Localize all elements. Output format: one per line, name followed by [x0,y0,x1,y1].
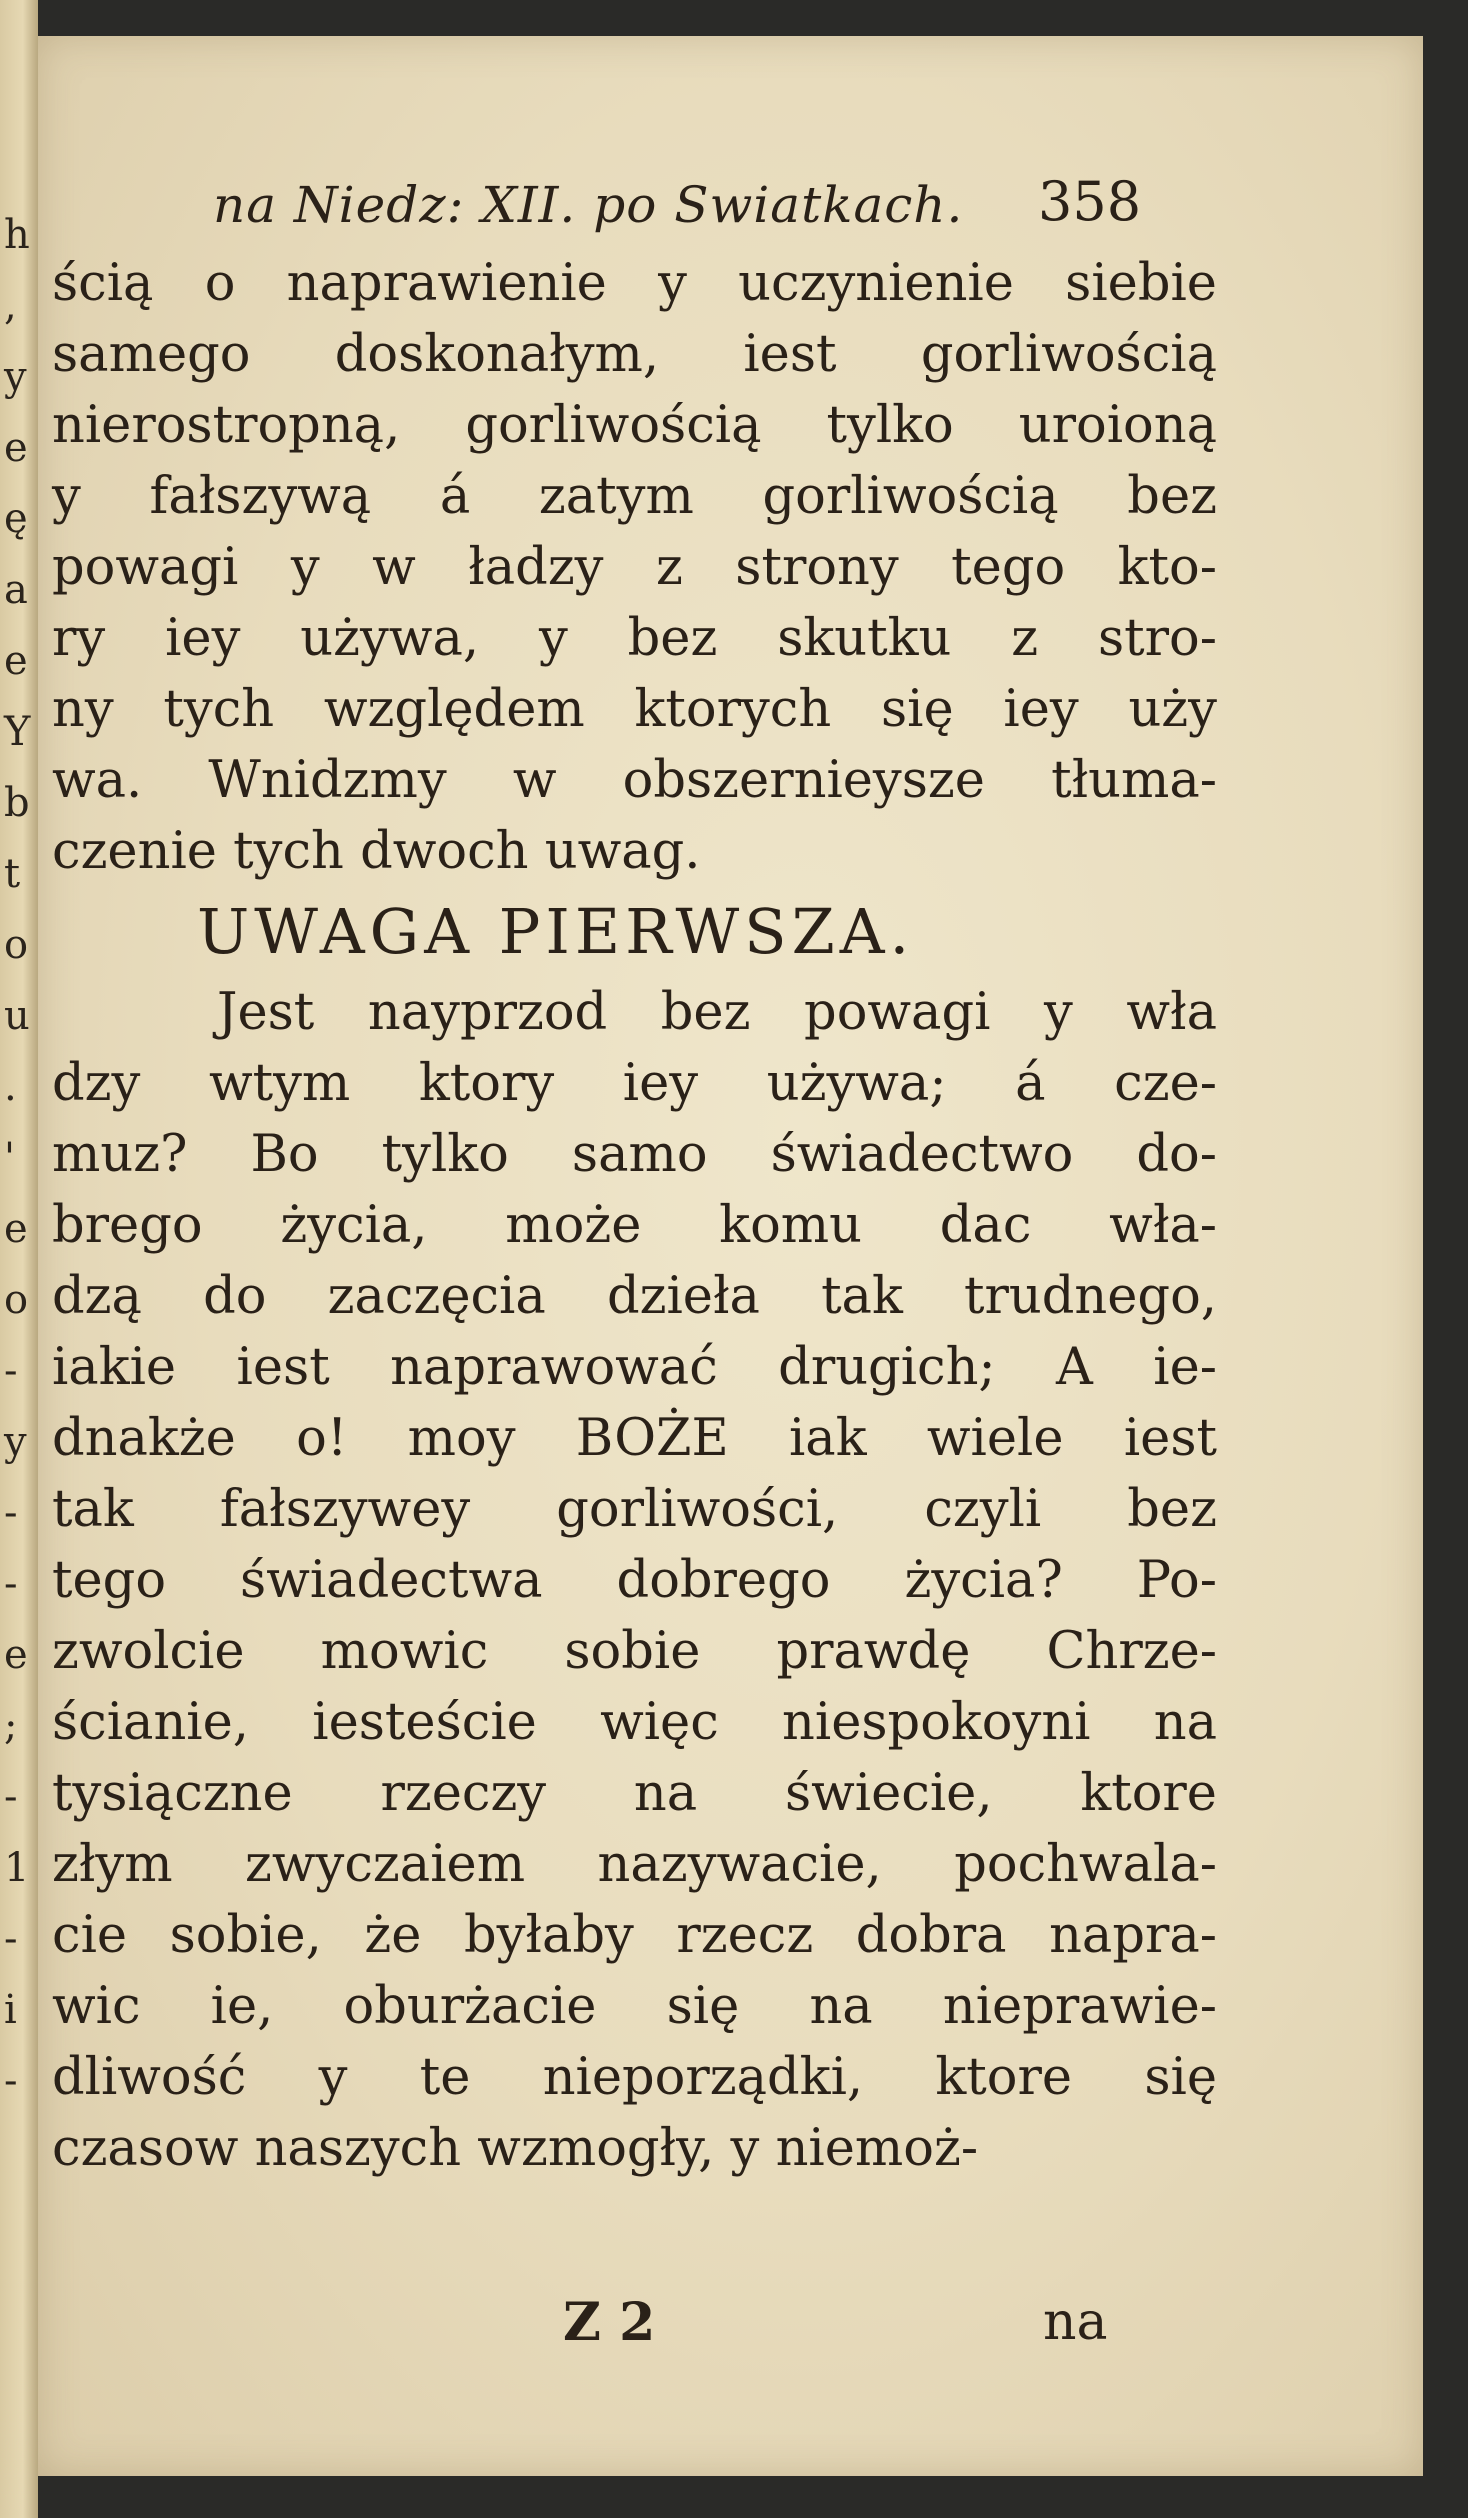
margin-fragment-char: y [4,1419,27,1465]
margin-fragment-char: - [4,1561,18,1607]
text-line: zwolcie mowic sobie prawdę Chrze- [52,1622,1217,1681]
text-line: samego doskonałym, iest gorliwością [52,325,1217,384]
page-footer [38,2292,1423,2372]
text-line: tego świadectwa dobrego życia? Po- [52,1551,1217,1610]
signature-mark: Z 2 [563,2292,656,2353]
margin-fragment-char: 1 [4,1845,30,1891]
margin-fragment-char: - [4,2058,18,2104]
paragraph-main [52,977,1217,2184]
section-title: UWAGA PIERWSZA. [197,895,915,968]
margin-fragment-char: - [4,1916,18,1962]
margin-fragment-char: ' [4,1135,15,1181]
margin-fragment-char: e [4,1206,28,1252]
text-line: muz? Bo tylko samo świadectwo do- [52,1125,1217,1184]
margin-fragment-char: - [4,1348,18,1394]
margin-fragment-char: h [4,212,30,258]
margin-fragment-char: a [4,567,28,613]
margin-fragment-char: t [4,851,21,897]
adjacent-page-edge [0,0,38,2518]
text-line: brego życia, może komu dac wła- [52,1196,1217,1255]
book-page [38,36,1423,2476]
text-line: y fałszywą á zatym gorliwością bez [52,467,1217,526]
margin-fragment-char: , [4,283,17,329]
text-line: tak fałszywey gorliwości, czyli bez [52,1480,1217,1539]
margin-fragment-char: ę [4,496,28,542]
text-line: tysiączne rzeczy na świecie, ktore [52,1764,1217,1823]
margin-fragment-char: o [4,922,29,968]
margin-fragment-char: - [4,1774,18,1820]
margin-fragment-char: ; [4,1703,18,1749]
text-line: dliwość y te nieporządki, ktore się [52,2048,1217,2107]
text-line: czenie tych dwoch uwag. [52,822,701,881]
text-line: ny tych względem ktorych się iey uży [52,680,1217,739]
text-line: ścią o naprawienie y uczynienie siebie [52,254,1217,313]
text-line: dzą do zaczęcia dzieła tak trudnego, [52,1267,1217,1326]
margin-fragment-char: e [4,425,28,471]
catchword: na [1043,2292,1108,2352]
text-line: dnakże o! moy BOŻE iak wiele iest [52,1409,1217,1468]
text-line: ry iey używa, y bez skutku z stro- [52,609,1217,668]
text-line: iakie iest naprawować drugich; A ie- [52,1338,1217,1397]
text-line: nierostropną, gorliwością tylko uroioną [52,396,1217,455]
page-number: 358 [1038,170,1142,233]
running-head: na Niedz: XII. po Swiatkach. [213,176,964,234]
margin-fragment-char: y [4,354,27,400]
margin-fragment-char: Y [4,709,31,755]
text-line: złym zwyczaiem nazywacie, pochwala- [52,1835,1217,1894]
margin-fragment-char: . [4,1064,17,1110]
text-line: czasow naszych wzmogły, y niemoż- [52,2119,979,2178]
text-line: wic ie, oburżacie się na nieprawie- [52,1977,1217,2036]
text-line: dzy wtym ktory iey używa; á cze- [52,1054,1217,1113]
margin-fragment-char: b [4,780,30,826]
text-line: wa. Wnidzmy w obszernieysze tłuma- [52,751,1217,810]
paragraph-intro [52,248,1217,887]
margin-fragment-char: u [4,993,30,1039]
page-body [52,248,1217,2184]
page-header [38,156,1423,256]
margin-fragment-char: e [4,638,28,684]
margin-fragment-char: e [4,1632,28,1678]
margin-fragment-char: o [4,1277,29,1323]
text-line: cie sobie, że byłaby rzecz dobra napra- [52,1906,1217,1965]
text-line: Jest nayprzod bez powagi y wła [217,983,1217,1042]
margin-fragment-char: i [4,1987,17,2033]
text-line: ścianie, iesteście więc niespokoyni na [52,1693,1217,1752]
margin-fragment-char: - [4,1490,18,1536]
text-line: powagi y w ładzy z strony tego kto- [52,538,1217,597]
